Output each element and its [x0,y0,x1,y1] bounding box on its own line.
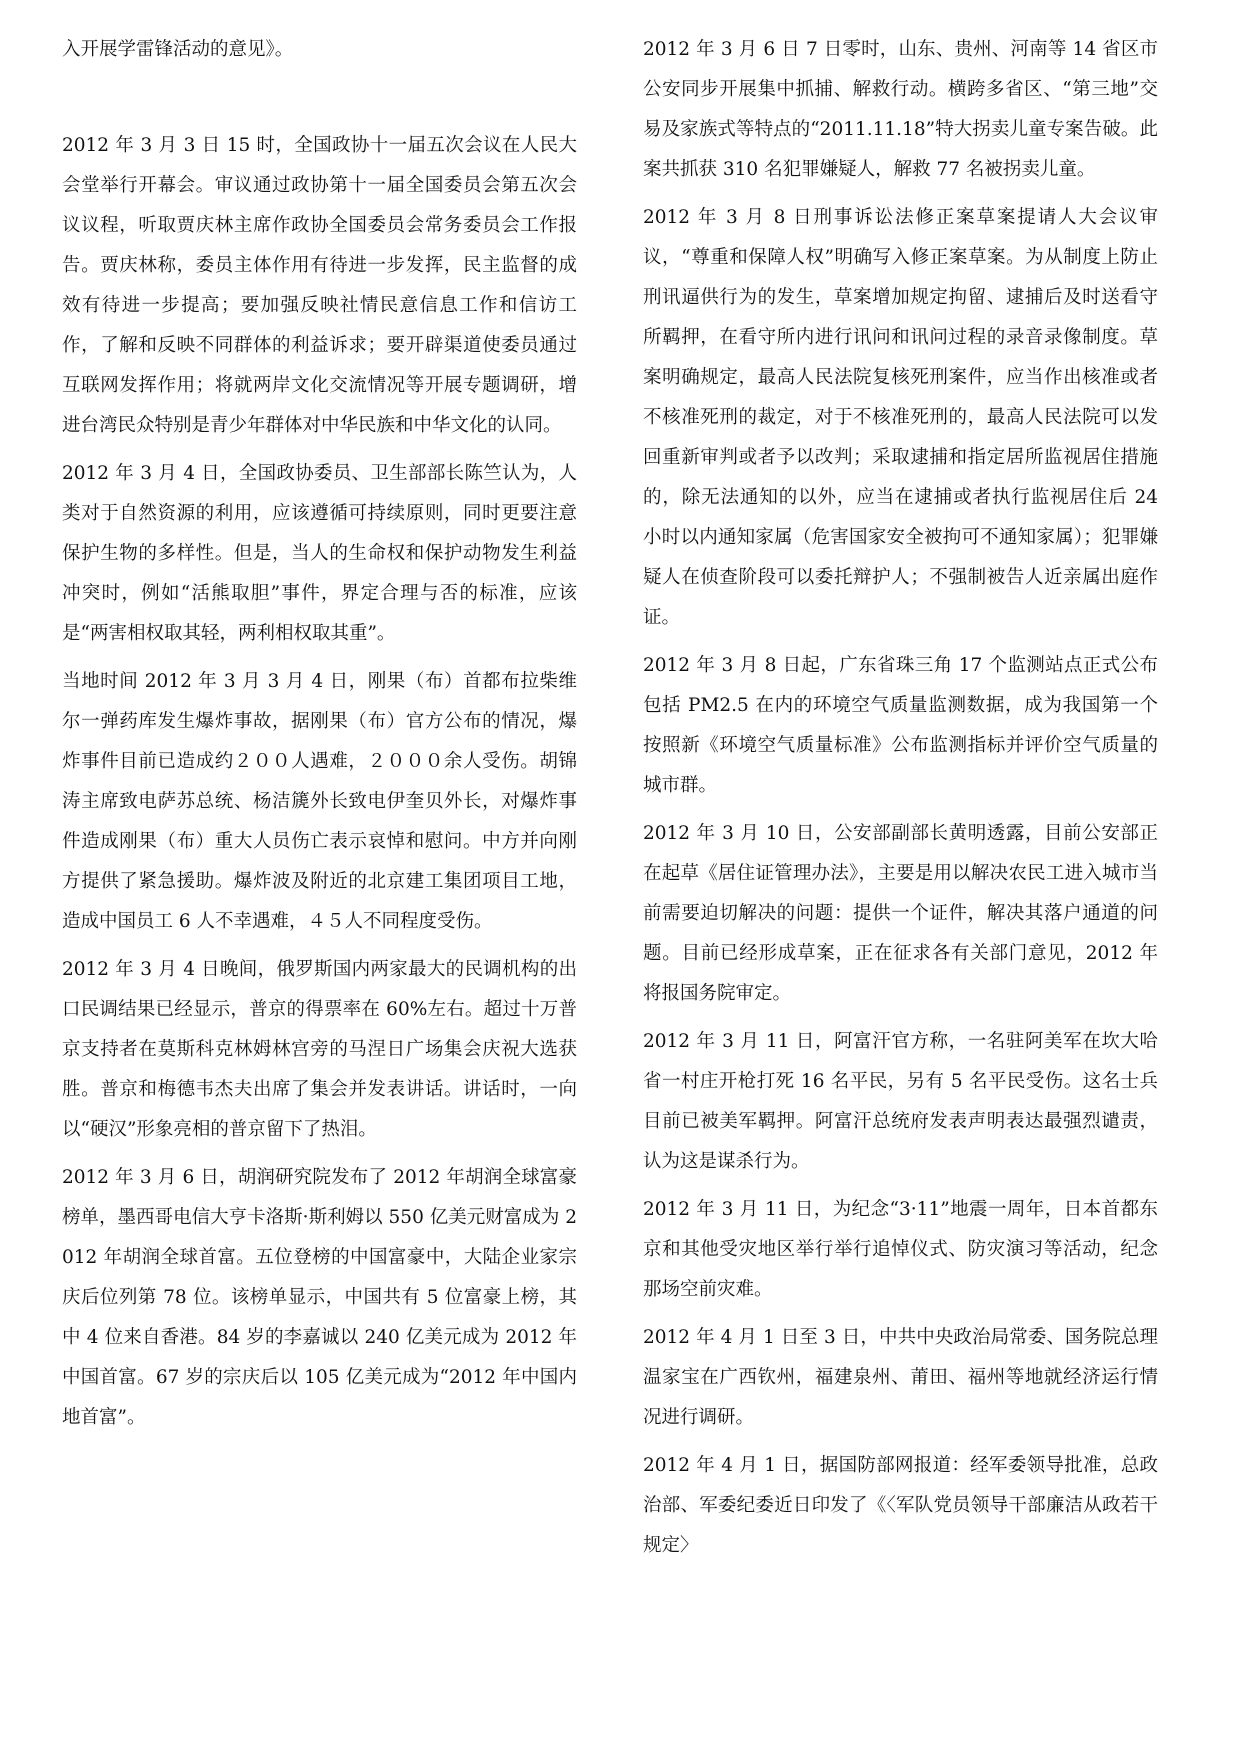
paragraph: 2012 年 3 月 6 日 7 日零时，山东、贵州、河南等 14 省区市公安同步开展集中抓捕、解救行动。横跨多省区、“第三地”交易及家族式等特点的“2011.11.18”特大拐卖儿童专案告破。此案共抓获 310 名犯罪嫌疑人，解救 77 名被拐卖儿童。 [643,39,1158,180]
paragraph: 2012 年 3 月 10 日，公安部副部长黄明透露，目前公安部正在起草《居住证管理办法》，主要是用以解决农民工进入城市当前需要迫切解决的问题：提供一个证件，解决其落户通道的问题。目前已经形成草案，正在征求各有关部门意见，2012 年将报国务院审定。 [643,823,1158,1004]
paragraph: 当地时间 2012 年 3 月 3 月 4 日，刚果（布）首都布拉柴维尔一弹药库发生爆炸事故，据刚果（布）官方公布的情况，爆炸事件目前已造成约２００人遇难，２０００余人受伤。胡锦涛主席致电萨苏总统、杨洁篪外长致电伊奎贝外长，对爆炸事件造成刚果（布）重大人员伤亡表示哀悼和慰问。中方并向刚方提供了紧急援助。爆炸波及附近的北京建工集团项目工地，造成中国员工 6 人不幸遇难，４５人不同程度受伤。 [62,671,577,932]
right-column [643,30,1158,1574]
paragraph: 2012 年 3 月 11 日，为纪念“3·11”地震一周年，日本首都东京和其他受灾地区举行举行追悼仪式、防灾演习等活动，纪念那场空前灾难。 [643,1199,1158,1300]
paragraph: 入开展学雷锋活动的意见》。 [62,39,294,60]
paragraph: 2012 年 3 月 3 日 15 时，全国政协十一届五次会议在人民大会堂举行开幕会。审议通过政协第十一届全国委员会第五次会议议程，听取贾庆林主席作政协全国委员会常务委员会工作报告。贾庆林称，委员主体作用有待进一步发挥，民主监督的成效有待进一步提高；要加强反映社情民意信息工作和信访工作，了解和反映不同群体的利益诉求；要开辟渠道使委员通过互联网发挥作用；将就两岸文化交流情况等开展专题调研，增进台湾民众特别是青少年群体对中华民族和中华文化的认同。 [62,135,577,436]
paragraph: 2012 年 3 月 4 日，全国政协委员、卫生部部长陈竺认为，人类对于自然资源的利用，应该遵循可持续原则，同时更要注意保护生物的多样性。但是，当人的生命权和保护动物发生利益冲突时，例如“活熊取胆”事件，界定合理与否的标准，应该是“两害相权取其轻，两利相权取其重”。 [62,463,577,644]
paragraph: 2012 年 3 月 8 日起，广东省珠三角 17 个监测站点正式公布包括 PM2.5 在内的环境空气质量监测数据，成为我国第一个按照新《环境空气质量标准》公布监测指标并评价空气质量的城市群。 [643,655,1158,796]
paragraph: 2012 年 4 月 1 日至 3 日，中共中央政治局常委、国务院总理温家宝在广西钦州，福建泉州、莆田、福州等地就经济运行情况进行调研。 [643,1327,1158,1428]
left-column [62,30,577,1446]
paragraph: 2012 年 3 月 11 日，阿富汗官方称，一名驻阿美军在坎大哈省一村庄开枪打死 16 名平民，另有 5 名平民受伤。这名士兵目前已被美军羁押。阿富汗总统府发表声明表达最强烈谴责，认为这是谋杀行为。 [643,1031,1158,1172]
paragraph: 2012 年 3 月 4 日晚间，俄罗斯国内两家最大的民调机构的出口民调结果已经显示，普京的得票率在 60%左右。超过十万普京支持者在莫斯科克林姆林宫旁的马涅日广场集会庆祝大选获胜。普京和梅德韦杰夫出席了集会并发表讲话。讲话时，一向以“硬汉”形象亮相的普京留下了热泪。 [62,959,577,1140]
paragraph: 2012 年 3 月 8 日刑事诉讼法修正案草案提请人大会议审议，“尊重和保障人权”明确写入修正案草案。为从制度上防止刑讯逼供行为的发生，草案增加规定拘留、逮捕后及时送看守所羁押，在看守所内进行讯问和讯问过程的录音录像制度。草案明确规定，最高人民法院复核死刑案件，应当作出核准或者不核准死刑的裁定，对于不核准死刑的，最高人民法院可以发回重新审判或者予以改判；采取逮捕和指定居所监视居住措施的，除无法通知的以外，应当在逮捕或者执行监视居住后 24 小时以内通知家属（危害国家安全被拘可不通知家属）；犯罪嫌疑人在侦查阶段可以委托辩护人；不强制被告人近亲属出庭作证。 [643,207,1158,628]
paragraph: 2012 年 4 月 1 日，据国防部网报道：经军委领导批准，总政治部、军委纪委近日印发了《〈军队党员领导干部廉洁从政若干规定〉 [643,1455,1158,1556]
paragraph: 2012 年 3 月 6 日，胡润研究院发布了 2012 年胡润全球富豪榜单，墨西哥电信大亨卡洛斯·斯利姆以 550 亿美元财富成为 2012 年胡润全球首富。五位登榜的中国富豪中，大陆企业家宗庆后位列第 78 位。该榜单显示，中国共有 5 位富豪上榜，其中 4 位来自香港。84 岁的李嘉诚以 240 亿美元成为 2012 年中国首富。67 岁的宗庆后以 105 亿美元成为“2012 年中国内地首富”。 [62,1167,577,1428]
